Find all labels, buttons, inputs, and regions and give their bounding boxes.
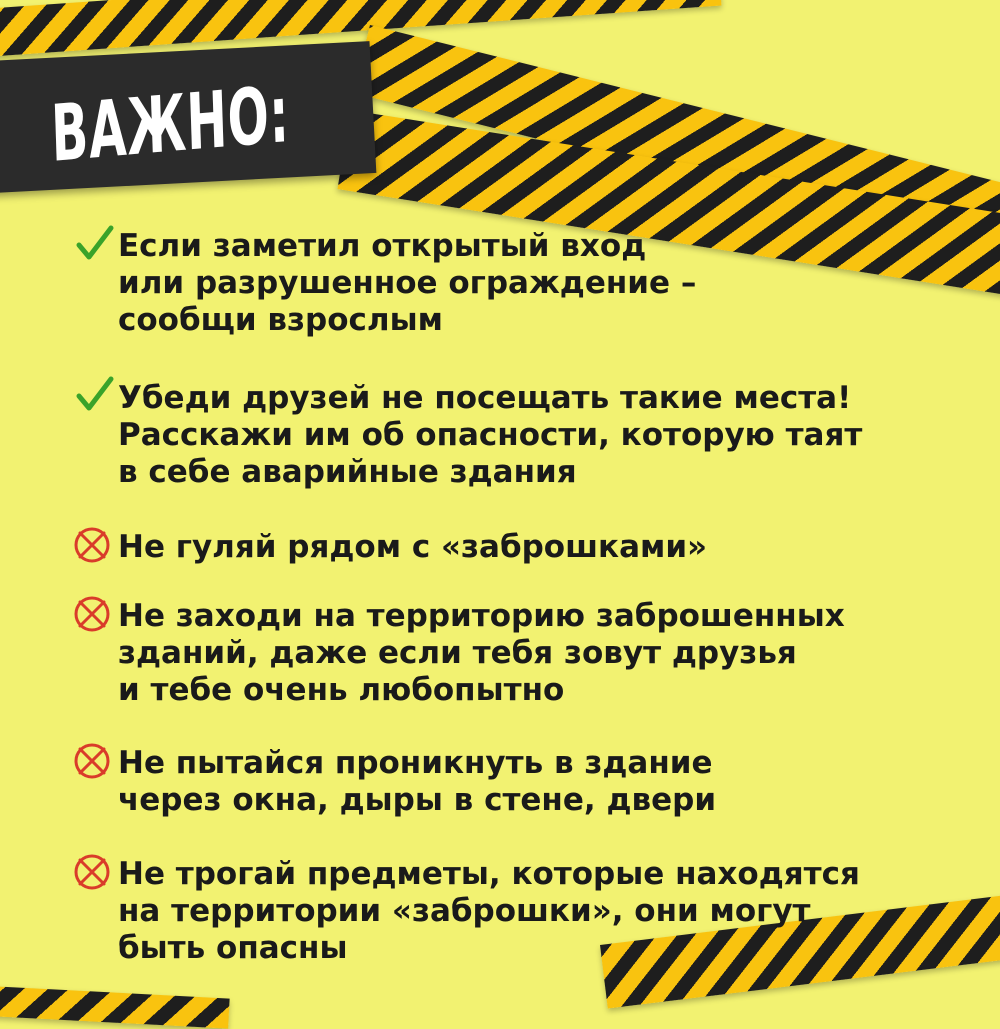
check-icon — [74, 374, 114, 414]
list-item-text: Не трогай предметы, которые находятся на территории «заброшки», они могут быть опасны — [118, 856, 860, 966]
cross-circle-icon — [72, 525, 112, 565]
list-item-text: Не гуляй рядом с «заброшками» — [118, 529, 708, 565]
check-icon — [74, 223, 114, 263]
list-item-text: Убеди друзей не посещать такие места! Расскажи им об опасности, которую таят в себе аварийные здания — [118, 380, 863, 490]
cross-circle-icon — [72, 852, 112, 892]
cross-circle-icon — [72, 594, 112, 634]
list-item-text: Если заметил открытый вход или разрушенное ограждение – сообщи взрослым — [118, 228, 697, 338]
page-title: ВАЖНО: — [50, 69, 291, 180]
cross-circle-icon — [72, 741, 112, 781]
list-item-text: Не пытайся проникнуть в здание через окна, дыры в стене, двери — [118, 745, 717, 818]
list-item-text: Не заходи на территорию заброшенных зданий, даже если тебя зовут друзья и тебе очень любопытно — [118, 598, 845, 708]
caution-tape — [0, 985, 230, 1029]
